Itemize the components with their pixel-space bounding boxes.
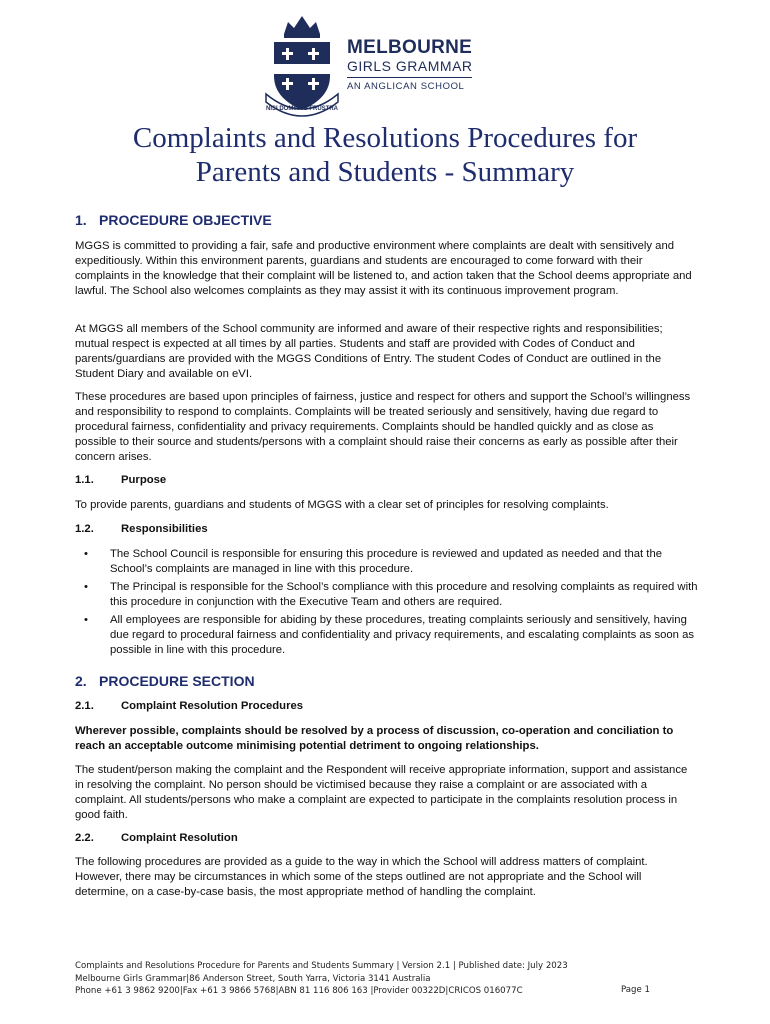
section1-number: 1. [75,212,87,228]
responsibilities-list [75,547,700,661]
page-number: Page 1 [621,985,651,995]
bullet-icon: • [84,581,88,593]
title-line1: Complaints and Resolutions Procedures for [132,122,638,154]
section1-para2: At MGGS all members of the School community are informed and aware of their respective rights and responsibilities; mutual respect is expected at all times by all parties. Students and staff are provided with Codes of Conduct and parents/guardians are provided with the MGGS Conditions of Entry. The student Codes of Conduct are outlined in the Student Diary and available on eVI. [75,323,663,380]
list-item [75,580,700,610]
list-item-text: The Principal is responsible for the School’s compliance with this procedure and resolving complaints as required with this procedure in conjunction with the Executive Team and others are required. [110,581,698,608]
brand-line1: MELBOURNE [347,37,473,58]
page-footer [75,960,675,998]
procedures-heading [75,699,303,714]
section1-heading [75,212,272,228]
brand-divider [347,77,472,78]
purpose-text: To provide parents, guardians and students of MGGS with a clear set of principles for resolving complaints. [75,499,609,511]
resolution-text: The following procedures are provided as a guide to the way in which the School will address matters of complaint. However, there may be circumstances in which some of the steps outlined are not appropriate and the School will determine, on a case-by-case basis, the most appropriate method of handling the complaint. [75,856,648,898]
crest-icon [262,12,342,120]
list-item [75,547,700,577]
footer-line1: Complaints and Resolutions Procedure for Parents and Students Summary | Version 2.1 | Published date: July 2023 [75,961,568,971]
footer-line2: Melbourne Girls Grammar|86 Anderson Street, South Yarra, Victoria 3141 Australia [75,973,431,984]
list-item-text: All employees are responsible for abiding by these procedures, treating complaints seriously and sensitively, having due regard to procedural fairness and confidentiality and privacy requirements, and escalating complaints as soon as possible in line with this procedure. [110,614,695,656]
bullet-icon: • [84,548,88,560]
motto-text: NISI DOMINUS FRUSTRA [266,106,338,112]
section2-heading [75,673,255,689]
section2-title: PROCEDURE SECTION [99,673,255,689]
document-title [40,121,730,189]
footer-line3: Phone +61 3 9862 9200|Fax +61 3 9866 5768|ABN 81 116 806 163 |Provider 00322D|CRICOS 016077C [75,986,523,996]
section1-para1: MGGS is committed to providing a fair, safe and productive environment where complaints are dealt with sensitively and expeditiously. Within this environment parents, guardians and students are encouraged to come forward with their complaints in the knowledge that their complaint will be listened to, and action taken that the School deems appropriate and lawful. The School also welcomes complaints as they may assist it with its continuous improvement program. [75,240,692,297]
school-logo [262,12,482,120]
purpose-title: Purpose [121,474,167,486]
bullet-icon: • [84,614,88,626]
list-item [75,613,700,658]
brand-line2: GIRLS GRAMMAR [347,58,473,74]
procedures-number: 2.1. [75,700,94,712]
brand-wordmark [347,38,473,92]
title-line2: Parents and Students - Summary [195,156,575,188]
section1-title: PROCEDURE OBJECTIVE [99,212,272,228]
responsibilities-heading [75,522,208,537]
procedures-text: The student/person making the complaint and the Respondent will receive appropriate information, support and assistance in resolving the complaint. No person should be victimised because they raise a complaint or are associated with a complaint. All students/persons who make a complaint are expected to participate in the complaints resolution process in good faith. [75,764,688,821]
purpose-number: 1.1. [75,474,94,486]
list-item-text: The School Council is responsible for ensuring this procedure is reviewed and updated as needed and that the School’s complaints are managed in line with this procedure. [110,548,663,575]
purpose-heading [75,473,166,488]
resolution-number: 2.2. [75,832,94,844]
section2-number: 2. [75,673,87,689]
procedures-bold-text: Wherever possible, complaints should be resolved by a process of discussion, co-operation and conciliation to reach an acceptable outcome minimising potential detriment to ongoing relationships. [75,725,674,752]
brand-line3: AN ANGLICAN SCHOOL [347,81,465,92]
responsibilities-number: 1.2. [75,523,94,535]
procedures-title: Complaint Resolution Procedures [121,700,304,712]
resolution-title: Complaint Resolution [121,832,238,844]
section1-para3: These procedures are based upon principles of fairness, justice and respect for others and support the School’s willingness and responsibility to respond to complaints. Complaints will be treated seriously and sensitively, having due regard to procedural fairness, confidentiality and privacy requirements. Complaints should be handled quickly and as close as possible to their source and students/persons with a complaint should raise their concerns as early as possible after their concern arises. [75,391,691,463]
responsibilities-title: Responsibilities [121,523,208,535]
resolution-heading [75,831,238,846]
